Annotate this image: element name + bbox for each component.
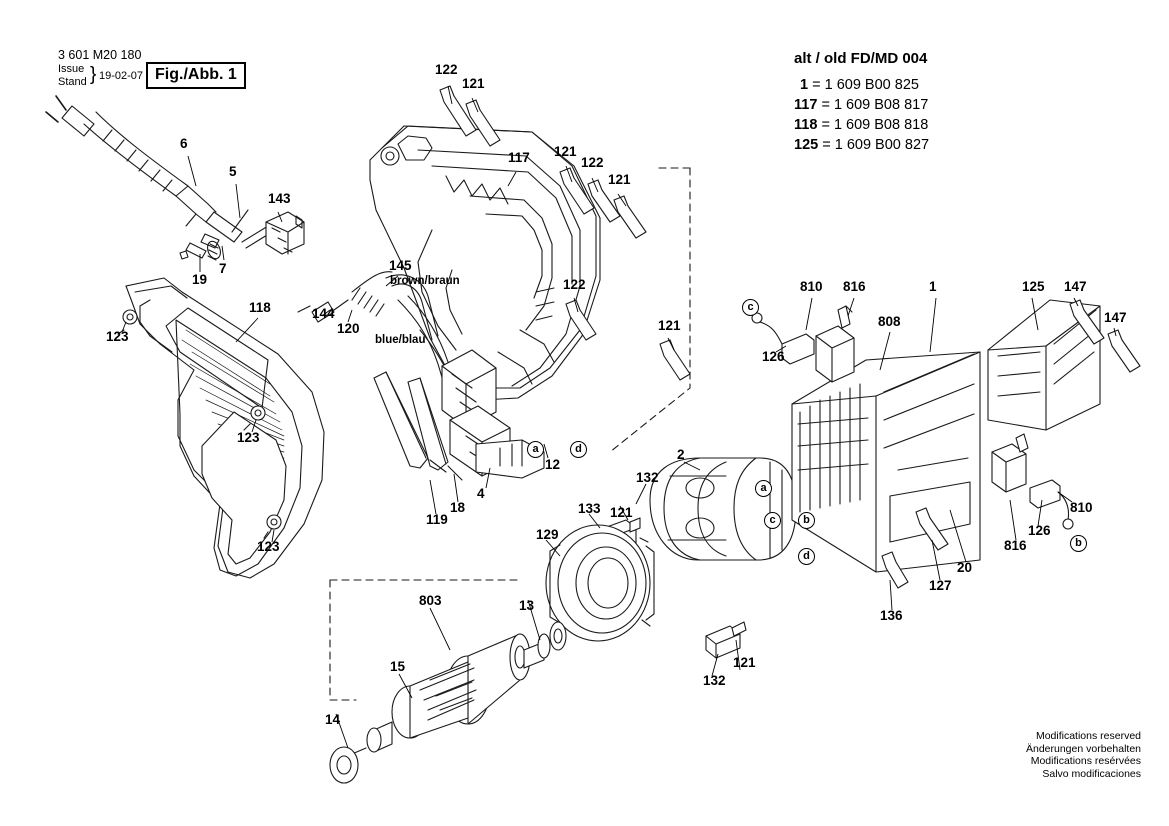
callout-122: 122: [563, 277, 586, 292]
footer-line: Modifications reserved: [1035, 730, 1141, 742]
callout-133: 133: [578, 501, 601, 516]
callout-123: 123: [257, 539, 280, 554]
footer-line: Änderungen vorbehalten: [1025, 742, 1141, 755]
callout-5: 5: [229, 164, 237, 179]
old-part-item: 117: [794, 97, 818, 113]
callout-4: 4: [477, 486, 485, 501]
marker-d: d: [798, 548, 815, 565]
callout-119: 119: [426, 512, 448, 527]
callout-816: 816: [1004, 538, 1027, 553]
old-parts-row: [794, 115, 928, 135]
callout-20: 20: [957, 560, 973, 575]
issue-date: 19-02-07: [99, 70, 144, 82]
old-part-number: 1 609 B08 818: [833, 117, 929, 133]
footer-line: Salvo modificaciones: [1042, 767, 1141, 780]
callout-1: 1: [929, 279, 937, 294]
callout-121: 121: [610, 505, 633, 520]
callout-125: 125: [1022, 279, 1045, 294]
callout-122: 122: [581, 155, 604, 170]
callout-7: 7: [219, 261, 227, 276]
old-parts-row: [794, 135, 929, 155]
callout-810: 810: [1070, 500, 1093, 515]
callout-132: 132: [636, 470, 659, 485]
wire-label-blue: blue/blau: [375, 334, 426, 346]
callout-132: 132: [703, 673, 726, 688]
old-parts-row: [800, 75, 919, 95]
callout-126: 126: [762, 349, 785, 364]
callout-145: 145: [389, 258, 412, 273]
old-parts-row: [794, 95, 928, 115]
callout-117: 117: [508, 150, 530, 165]
callout-15: 15: [390, 659, 406, 674]
callout-816: 816: [843, 279, 866, 294]
old-part-item: 125: [794, 137, 819, 153]
callout-121: 121: [554, 144, 577, 159]
callout-14: 14: [325, 712, 341, 727]
callout-129: 129: [536, 527, 559, 542]
callout-123: 123: [237, 430, 260, 445]
issue-label-1: Issue: [58, 63, 85, 75]
callout-120: 120: [337, 321, 360, 336]
old-part-eq: =: [812, 77, 821, 93]
marker-a: a: [755, 480, 772, 497]
callout-19: 19: [192, 272, 208, 287]
footer-notes: [1026, 730, 1141, 780]
callout-144: 144: [312, 306, 335, 321]
marker-d: d: [570, 441, 587, 458]
callout-13: 13: [519, 598, 535, 613]
callout-136: 136: [880, 608, 903, 623]
marker-b: b: [798, 512, 815, 529]
callout-127: 127: [929, 578, 952, 593]
callout-122: 122: [435, 62, 458, 77]
callout-126: 126: [1028, 523, 1051, 538]
callout-121: 121: [462, 76, 485, 91]
old-part-eq: =: [822, 137, 831, 153]
marker-c: c: [764, 512, 781, 529]
callout-143: 143: [268, 191, 291, 206]
marker-b: b: [1070, 535, 1087, 552]
callout-18: 18: [450, 500, 466, 515]
callout-808: 808: [878, 314, 901, 329]
callout-12: 12: [545, 457, 561, 472]
old-part-item: 1: [800, 77, 809, 93]
old-part-eq: =: [821, 97, 830, 113]
callout-123: 123: [106, 329, 129, 344]
callout-118: 118: [249, 300, 271, 315]
old-part-item: 118: [794, 117, 818, 133]
issue-brace: }: [90, 64, 97, 85]
old-part-number: 1 609 B00 825: [824, 77, 919, 93]
marker-a: a: [527, 441, 544, 458]
callout-147: 147: [1064, 279, 1087, 294]
callout-810: 810: [800, 279, 823, 294]
old-part-number: 1 609 B08 817: [833, 97, 929, 113]
marker-c: c: [742, 299, 759, 316]
old-parts-title: alt / old FD/MD 004: [794, 50, 928, 67]
callout-121: 121: [733, 655, 756, 670]
issue-label-2: Stand: [58, 76, 87, 88]
callout-2: 2: [677, 447, 685, 462]
wire-label-brown: brown/braun: [390, 275, 460, 287]
callout-803: 803: [419, 593, 442, 608]
footer-line: Modifications resérvées: [1030, 755, 1141, 767]
figure-label: Fig./Abb. 1: [146, 62, 246, 89]
callout-6: 6: [180, 136, 188, 151]
old-part-number: 1 609 B00 827: [834, 137, 930, 153]
callout-147: 147: [1104, 310, 1127, 325]
part-number: 3 601 M20 180: [58, 48, 142, 62]
callout-121: 121: [608, 172, 631, 187]
old-part-eq: =: [821, 117, 830, 133]
callout-121: 121: [658, 318, 681, 333]
